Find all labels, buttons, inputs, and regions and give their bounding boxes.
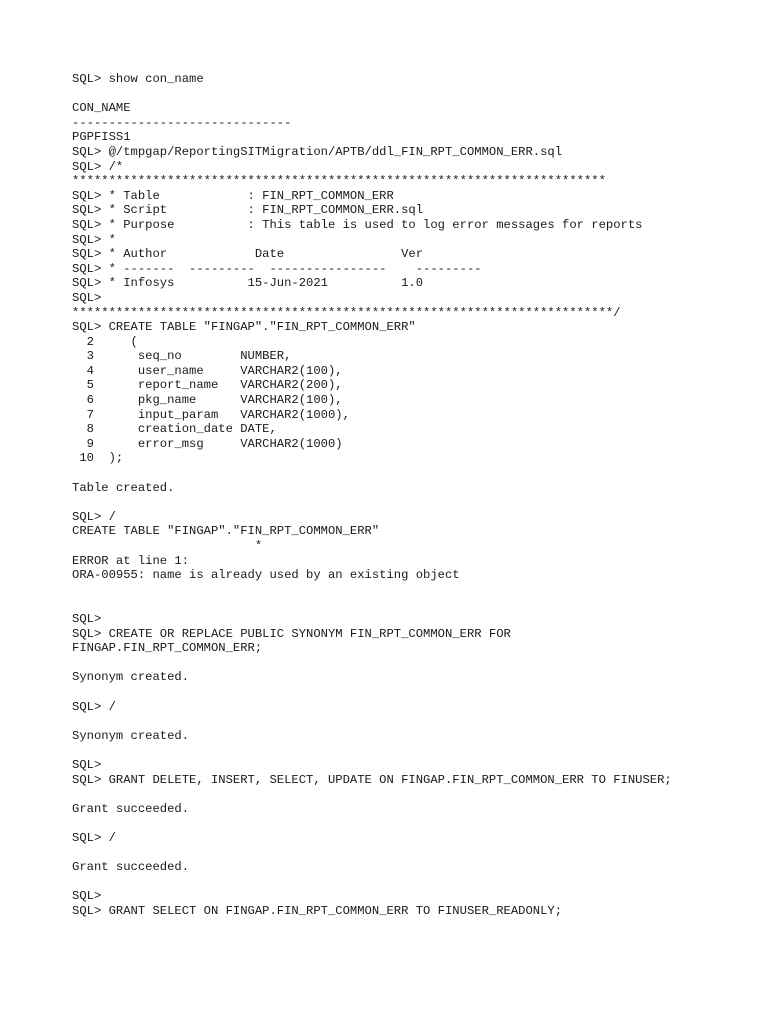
- transcript-line: PGPFISS1: [72, 130, 131, 145]
- transcript-line: SQL>: [72, 757, 102, 772]
- sqlplus-transcript: [72, 72, 748, 918]
- transcript-line: Synonym created.: [72, 670, 190, 685]
- transcript-line: SQL> * Table : FIN_RPT_COMMON_ERR: [72, 188, 394, 203]
- transcript-line: 9 error_msg VARCHAR2(1000): [72, 436, 343, 451]
- transcript-line: FINGAP.FIN_RPT_COMMON_ERR;: [72, 641, 263, 656]
- transcript-line: SQL> /*: [72, 159, 124, 174]
- transcript-line: SQL> /: [72, 699, 116, 714]
- transcript-line: SQL> show con_name: [72, 72, 204, 86]
- transcript-line: SQL> * ------- --------- ---------------- ---------: [72, 261, 482, 276]
- transcript-line: ------------------------------: [72, 115, 292, 130]
- transcript-line: [72, 466, 748, 481]
- transcript-line: 10 );: [72, 451, 124, 466]
- transcript-line: 7 input_param VARCHAR2(1000),: [72, 407, 350, 422]
- transcript-line: Synonym created.: [72, 728, 190, 743]
- transcript-line: Grant succeeded.: [72, 860, 190, 875]
- transcript-line: *: [72, 539, 263, 553]
- transcript-line: [72, 816, 748, 831]
- transcript-line: SQL> * Infosys 15-Jun-2021 1.0: [72, 276, 424, 291]
- transcript-line: SQL>: [72, 889, 102, 904]
- transcript-line: 8 creation_date DATE,: [72, 422, 277, 437]
- transcript-line: SQL> * Purpose : This table is used to log error messages for reports: [72, 217, 643, 232]
- transcript-line: 5 report_name VARCHAR2(200),: [72, 378, 343, 393]
- transcript-line: [72, 845, 748, 860]
- transcript-line: 2 (: [72, 334, 138, 349]
- transcript-line: SQL>: [72, 611, 102, 626]
- transcript-line: 4 user_name VARCHAR2(100),: [72, 363, 343, 378]
- transcript-line: [72, 743, 748, 758]
- transcript-line: ERROR at line 1:: [72, 553, 190, 568]
- transcript-line: [72, 875, 748, 890]
- transcript-line: [72, 714, 748, 729]
- transcript-line: SQL> * Author Date Ver: [72, 247, 424, 262]
- transcript-line: SQL> GRANT SELECT ON FINGAP.FIN_RPT_COMMON_ERR TO FINUSER_READONLY;: [72, 903, 563, 918]
- transcript-line: [72, 495, 748, 510]
- transcript-line: SQL> * Script : FIN_RPT_COMMON_ERR.sql: [72, 203, 424, 218]
- transcript-line: [72, 685, 748, 700]
- transcript-line: [72, 656, 748, 671]
- transcript-line: CREATE TABLE "FINGAP"."FIN_RPT_COMMON_ERR": [72, 524, 380, 539]
- transcript-line: [72, 787, 748, 802]
- transcript-line: [72, 583, 748, 598]
- transcript-line: CON_NAME: [72, 101, 131, 116]
- transcript-line: Table created.: [72, 480, 175, 495]
- transcript-line: SQL> CREATE TABLE "FINGAP"."FIN_RPT_COMMON_ERR": [72, 320, 416, 335]
- transcript-line: Grant succeeded.: [72, 801, 190, 816]
- transcript-line: SQL> GRANT DELETE, INSERT, SELECT, UPDATE ON FINGAP.FIN_RPT_COMMON_ERR TO FINUSER;: [72, 772, 672, 787]
- transcript-line: ORA-00955: name is already used by an existing object: [72, 568, 460, 583]
- transcript-line: SQL> /: [72, 509, 116, 524]
- transcript-line: [72, 597, 748, 612]
- transcript-line: SQL> @/tmpgap/ReportingSITMigration/APTB/ddl_FIN_RPT_COMMON_ERR.sql: [72, 144, 563, 159]
- transcript-line: [72, 87, 748, 102]
- transcript-line: SQL> /: [72, 830, 116, 845]
- transcript-line: 3 seq_no NUMBER,: [72, 349, 292, 364]
- transcript-line: SQL> CREATE OR REPLACE PUBLIC SYNONYM FIN_RPT_COMMON_ERR FOR: [72, 626, 511, 641]
- transcript-line: 6 pkg_name VARCHAR2(100),: [72, 393, 343, 408]
- transcript-line: SQL>: [72, 290, 102, 305]
- transcript-line: SQL> *: [72, 232, 116, 247]
- transcript-line: *************************************************************************: [72, 174, 606, 189]
- transcript-line: **************************************************************************/: [72, 305, 621, 320]
